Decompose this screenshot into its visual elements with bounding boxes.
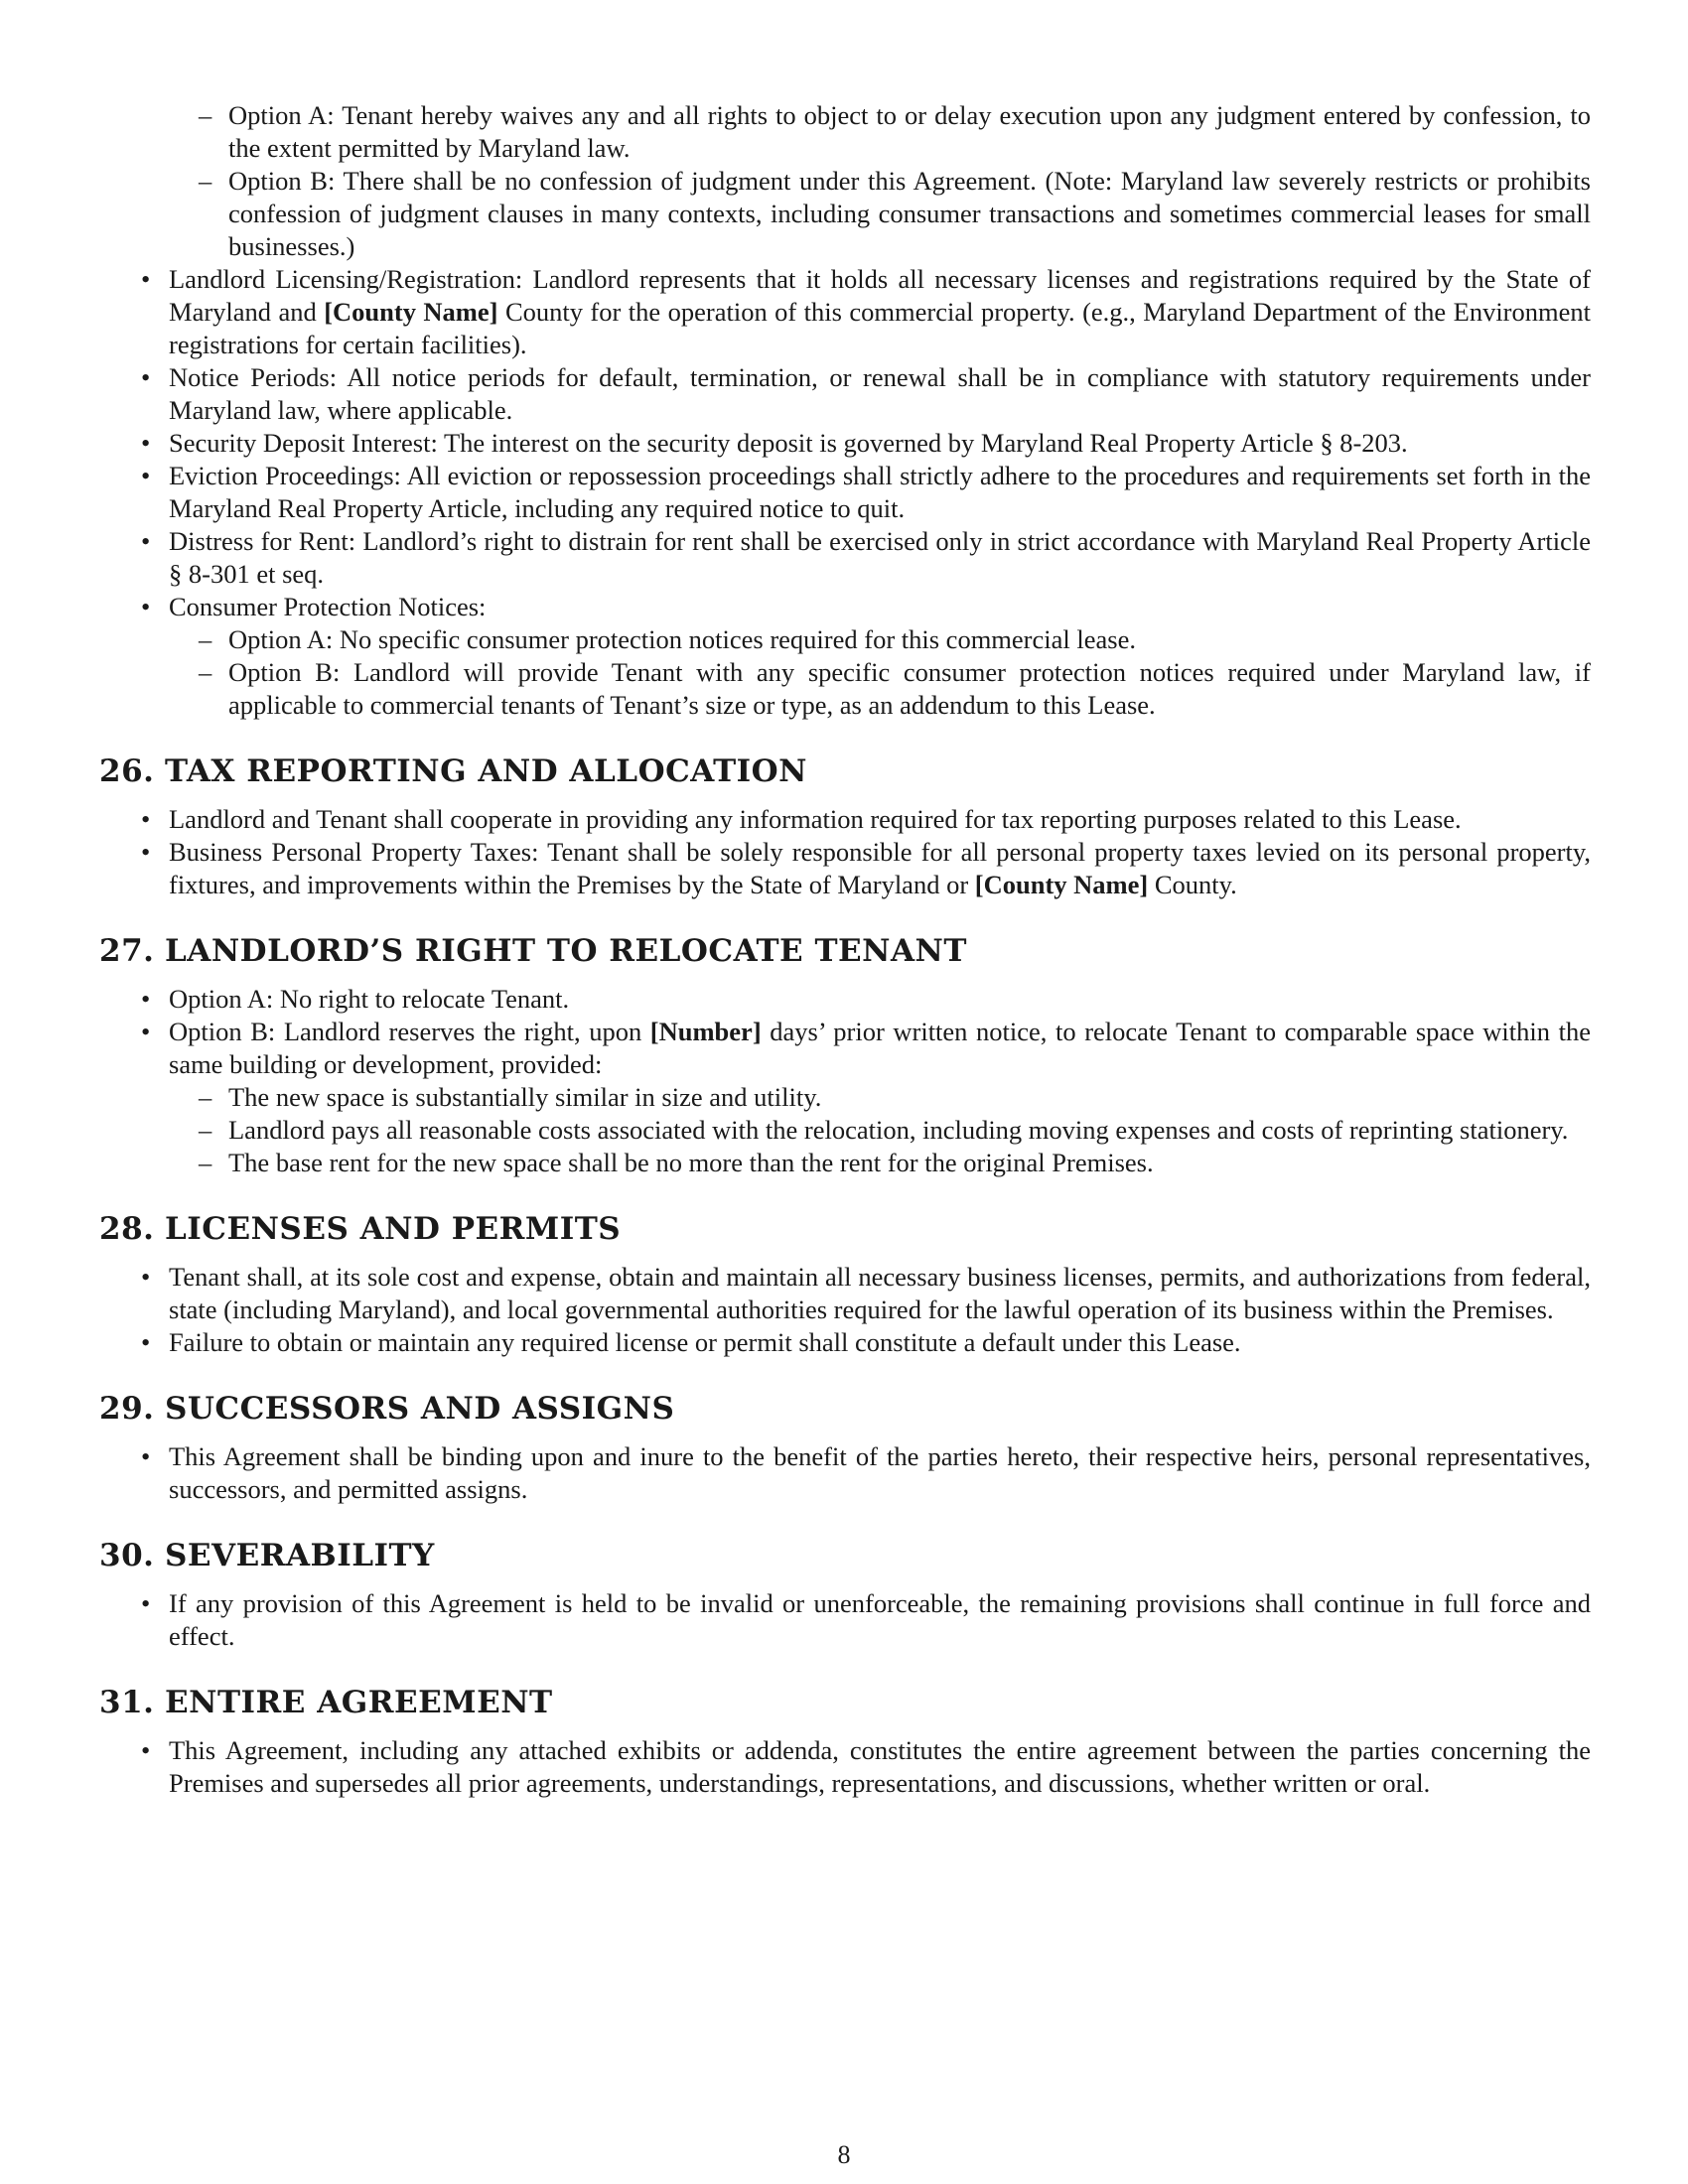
document-page (99, 99, 1591, 1800)
list-item: • Notice Periods: All notice periods for default, termination, or renewal shall be in compliance with statutory requirements under Maryland law, where applicable. (169, 361, 1591, 427)
intro-list (169, 99, 1591, 722)
placeholder-county: [County Name] (974, 870, 1149, 899)
list-item: • Tenant shall, at its sole cost and expense, obtain and maintain all necessary business licenses, permits, and authorizations from federal, state (including Maryland), and local governmental authorities required for the lawful operation of its business within the Premises. (169, 1261, 1591, 1326)
list-item: – Option A: No specific consumer protection notices required for this commercial lease. (228, 623, 1591, 656)
list-item: – The base rent for the new space shall be no more than the rent for the original Premises. (228, 1147, 1591, 1179)
list-item: – Landlord pays all reasonable costs associated with the relocation, including moving expenses and costs of reprinting stationery. (228, 1114, 1591, 1147)
list-item: – Option B: Landlord will provide Tenant with any specific consumer protection notices required under Maryland law, if applicable to commercial tenants of Tenant’s size or type, as an addendum to this Lease. (228, 656, 1591, 722)
section-heading: 30. SEVERABILITY (99, 1538, 435, 1573)
list-item: • Consumer Protection Notices: – Option A: No specific consumer protection notices required for this commercial lease. – Option B: Landlord will provide Tenant with any specific consumer protection notices required under Maryland law, if applicable to commercial tenants of Tenant’s size or type, as an addendum to this Lease. (169, 591, 1591, 722)
list-item (169, 99, 1591, 263)
list-item: – Option B: There shall be no confession of judgment under this Agreement. (Note: Maryland law severely restricts or prohibits confession of judgment clauses in many contexts, including consumer transactions and sometimes commercial leases for small businesses.) (228, 165, 1591, 263)
section-heading: 29. SUCCESSORS AND ASSIGNS (99, 1391, 675, 1427)
list-item: – The new space is substantially similar in size and utility. (228, 1081, 1591, 1114)
list-item: – Option A: Tenant hereby waives any and all rights to object to or delay execution upon any judgment entered by confession, to the extent permitted by Maryland law. (228, 99, 1591, 165)
section-heading: 28. LICENSES AND PERMITS (99, 1211, 622, 1247)
placeholder-number: [Number] (649, 1017, 762, 1046)
section-29 (99, 1389, 1591, 1506)
page-number: 8 (837, 2140, 851, 2169)
list-item: • Option B: Landlord reserves the right, upon [Number] days’ prior written notice, to relocate Tenant to comparable space within the same building or development, provided: – The new space is substantially similar in size and utility. – Landlord pays all reasonable costs associated with the relocation, including moving expenses and costs of reprinting stationery. – The base rent for the new space shall be no more than the rent for the original Premises. (169, 1016, 1591, 1179)
section-30 (99, 1536, 1591, 1653)
section-26 (99, 751, 1591, 901)
confession-options (228, 99, 1591, 263)
section-heading: 31. ENTIRE AGREEMENT (99, 1685, 553, 1720)
section-31 (99, 1683, 1591, 1800)
placeholder-county: [County Name] (324, 297, 498, 327)
section-heading: 26. TAX REPORTING AND ALLOCATION (99, 753, 808, 789)
consumer-options (228, 623, 1591, 722)
list-item: • Security Deposit Interest: The interest on the security deposit is governed by Maryland Real Property Article § 8-203. (169, 427, 1591, 460)
list-item: • Landlord Licensing/Registration: Landlord represents that it holds all necessary licenses and registrations required by the State of Maryland and [County Name] County for the operation of this commercial property. (e.g., Maryland Department of the Environment registrations for certain facilities). (169, 263, 1591, 361)
list-item: • Distress for Rent: Landlord’s right to distrain for rent shall be exercised only in strict accordance with Maryland Real Property Article § 8-301 et seq. (169, 525, 1591, 591)
list-item: • Business Personal Property Taxes: Tenant shall be solely responsible for all personal property taxes levied on its personal property, fixtures, and improvements within the Premises by the State of Maryland or [County Name] County. (169, 836, 1591, 901)
list-item: • This Agreement shall be binding upon and inure to the benefit of the parties hereto, their respective heirs, personal representatives, successors, and permitted assigns. (169, 1440, 1591, 1506)
list-item: • Landlord and Tenant shall cooperate in providing any information required for tax reporting purposes related to this Lease. (169, 803, 1591, 836)
list-item: • If any provision of this Agreement is held to be invalid or unenforceable, the remaining provisions shall continue in full force and effect. (169, 1587, 1591, 1653)
section-28 (99, 1209, 1591, 1359)
section-27 (99, 931, 1591, 1179)
list-item: • This Agreement, including any attached exhibits or addenda, constitutes the entire agreement between the parties concerning the Premises and supersedes all prior agreements, understandings, representations, and discussions, whether written or oral. (169, 1734, 1591, 1800)
list-item: • Failure to obtain or maintain any required license or permit shall constitute a default under this Lease. (169, 1326, 1591, 1359)
section-heading: 27. LANDLORD’S RIGHT TO RELOCATE TENANT (99, 933, 967, 969)
list-item: • Option A: No right to relocate Tenant. (169, 983, 1591, 1016)
list-item: • Eviction Proceedings: All eviction or repossession proceedings shall strictly adhere to the procedures and requirements set forth in the Maryland Real Property Article, including any required notice to quit. (169, 460, 1591, 525)
